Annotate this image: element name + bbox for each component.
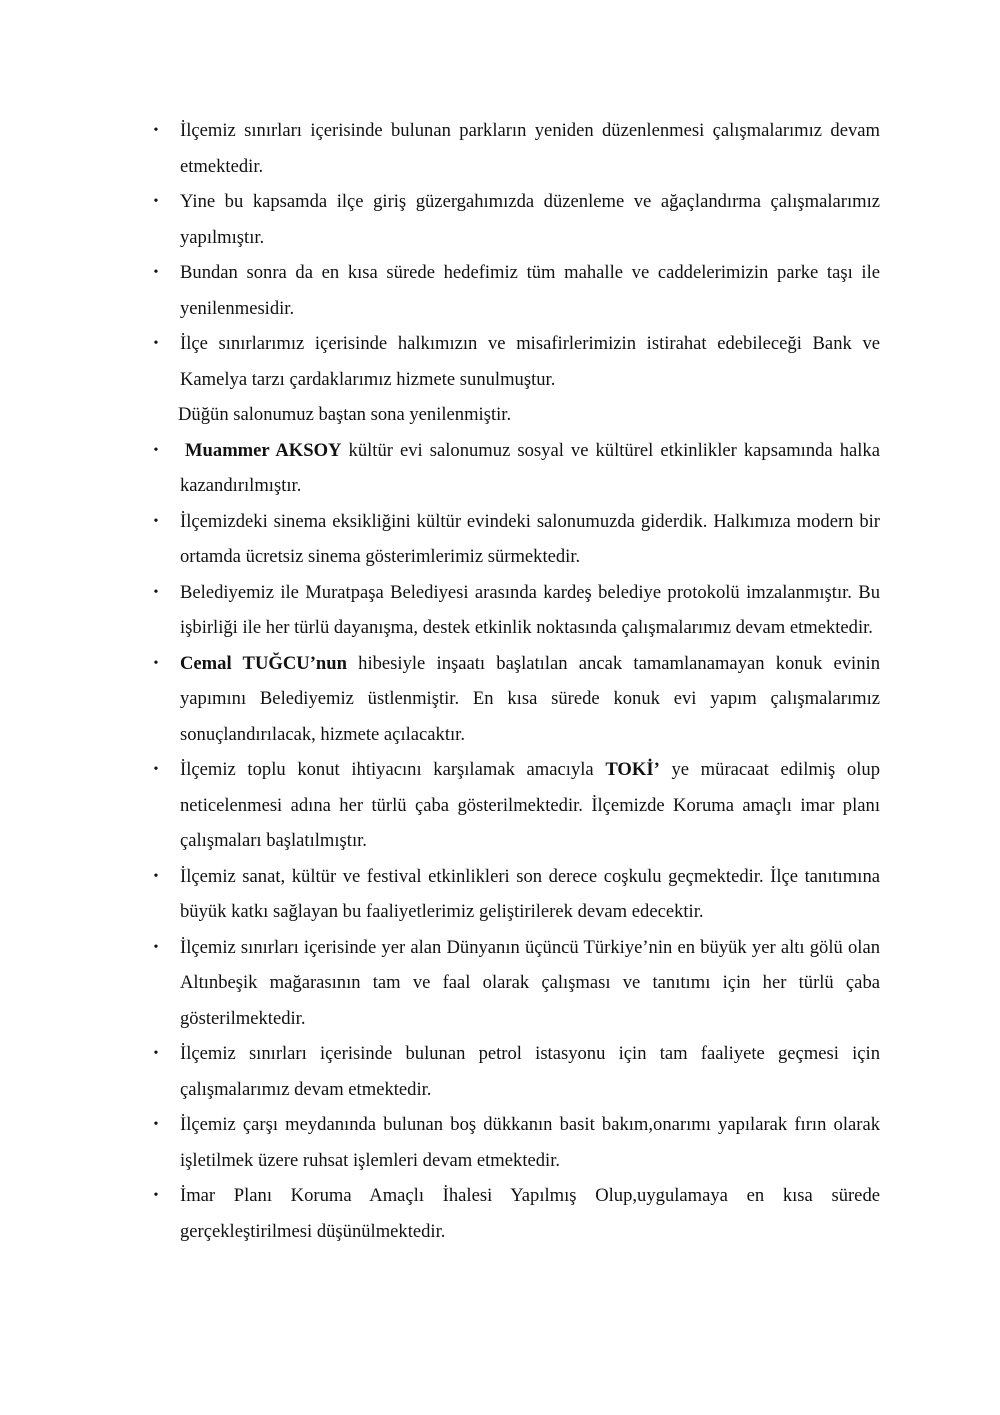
list-item-text: Belediyemiz ile Muratpaşa Belediyesi arasında kardeş belediye protokolü imzalanmıştır. Bu işbirliği ile her türlü dayanışma, destek etkinlik noktasında çalışmalarımız devam etmektedir. [180,581,880,638]
list-item-text: İlçemiz sınırları içerisinde bulunan petrol istasyonu için tam faaliyete geçmesi için çalışmalarımız devam etmektedir. [180,1043,880,1100]
bullet-icon: • [153,762,159,777]
list-item [0,930,1000,1037]
list-item [0,646,1000,753]
list-item [0,1107,1000,1178]
bullet-icon: • [153,265,159,280]
bullet-icon: • [153,655,159,671]
bullet-icon: • [153,1046,159,1061]
list-item-text: İlçemiz çarşı meydanında bulunan boş dükkanın basit bakım,onarımı yapılarak fırın olarak işletilmek üzere ruhsat işlemleri devam etmektedir. [180,1114,880,1171]
bullet-icon: • [153,336,159,351]
plain-paragraph [0,397,1000,433]
bullet-list [0,113,1000,1249]
list-item-text: Yine bu kapsamda ilçe giriş güzergahımızda düzenleme ve ağaçlandırma çalışmalarımız yapılmıştır. [180,191,880,248]
list-item-text: İlçe sınırlarımız içerisinde halkımızın ve misafirlerimizin istirahat edebileceği Bank ve Kamelya tarzı çardaklarımız hizmete sunulmuştur. [180,333,880,390]
list-item [0,255,1000,326]
bullet-icon: • [153,1117,159,1132]
bullet-icon: • [153,513,159,529]
bullet-icon: • [153,584,159,600]
list-item-text: İlçemiz sınırları içerisinde yer alan Dünyanın üçüncü Türkiye’nin en büyük yer altı gölü olan Altınbeşik mağarasının tam ve faal olarak çalışması ve tanıtımı için her türlü çaba gösterilmektedir. [180,936,880,1029]
list-item [0,504,1000,575]
bold-name: TOKİ’ [605,759,660,780]
list-item-text: ye müracaat edilmiş olup neticelenmesi adına her türlü çaba gösterilmektedir. İlçemizde Koruma amaçlı imar planı çalışmaları başlatılmıştır. [180,759,880,851]
list-item [0,859,1000,930]
bullet-icon: • [153,939,159,955]
bullet-icon: • [153,1188,159,1203]
list-item-text: Bundan sonra da en kısa sürede hedefimiz tüm mahalle ve caddelerimizin parke taşı ile yenilenmesidir. [180,262,880,319]
list-item [0,575,1000,646]
list-item-text-prefix: İlçemiz toplu konut ihtiyacını karşılamak amacıyla [180,759,606,780]
list-item [0,752,1000,859]
plain-paragraph-text: Düğün salonumuz baştan sona yenilenmiştir. [178,404,512,425]
list-item [0,113,1000,184]
bullet-icon: • [153,442,159,458]
list-item-text: hibesiyle inşaatı başlatılan ancak tamamlanamayan konuk evinin yapımını Belediyemiz üstlenmiştir. En kısa sürede konuk evi yapım çalışmalarımız sonuçlandırılacak, hizmete açılacaktır. [180,652,880,745]
list-item-text: İlçemiz sınırları içerisinde bulunan parkların yeniden düzenlenmesi çalışmalarımız devam etmektedir. [180,120,880,177]
list-item [0,184,1000,255]
bullet-icon: • [153,868,159,884]
list-item-text: kültür evi salonumuz sosyal ve kültürel etkinlikler kapsamında halka kazandırılmıştır. [180,439,880,496]
bullet-icon: • [153,123,159,138]
list-item [0,1178,1000,1249]
list-item [0,326,1000,397]
bold-name: Muammer AKSOY [185,439,342,461]
bullet-icon: • [153,194,159,209]
list-item [0,1036,1000,1107]
list-item [0,433,1000,504]
list-item-text: İmar Planı Koruma Amaçlı İhalesi Yapılmış Olup,uygulamaya en kısa sürede gerçekleştirilmesi düşünülmektedir. [180,1185,880,1242]
bold-name: Cemal TUĞCU’nun [180,652,347,674]
list-item-text: İlçemiz sanat, kültür ve festival etkinlikleri son derece coşkulu geçmektedir. İlçe tanıtımına büyük katkı sağlayan bu faaliyetlerimiz geliştirilerek devam edecektir. [180,865,880,922]
list-item-text: İlçemizdeki sinema eksikliğini kültür evindeki salonumuzda giderdik. Halkımıza modern bir ortamda ücretsiz sinema gösterimlerimiz sürmektedir. [180,510,880,567]
